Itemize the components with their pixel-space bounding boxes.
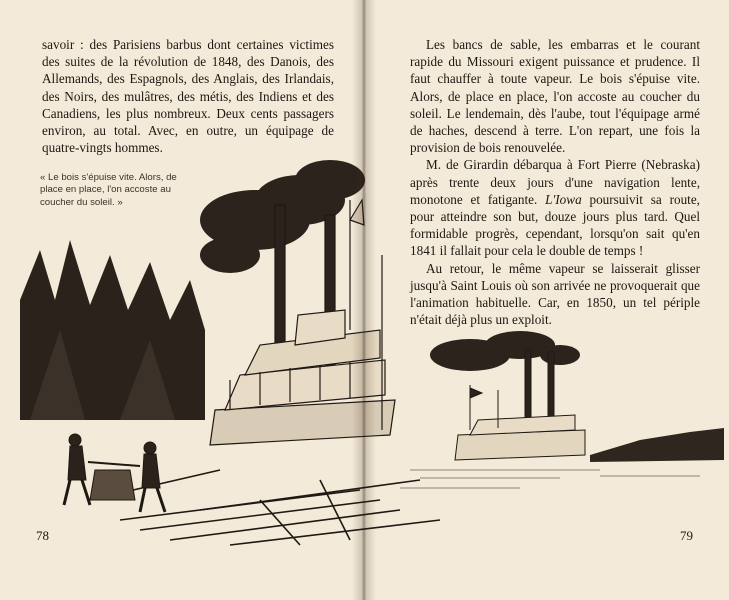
paragraph-2-start: M. de Girardin débarqua à Fort Pierre (Nebraska) après trente deux jours d'une navigation lente, monotone et fatigante. <box>410 157 700 207</box>
page-number-right: 79 <box>680 528 693 543</box>
right-page-text <box>410 36 700 328</box>
left-paragraph: savoir : des Parisiens barbus dont certaines victimes des suites de la révolution de 1848, des Danois, des Allemands, des Espagnols, des Anglais, des Irlandais, des Noirs, des mulâtres, des métis, des Indiens et des Canadiens, les plus nombreux. Deux cents passagers environ, au total. Avec, en outre, un équipage de quatre-vingts hommes. <box>42 37 334 156</box>
right-paragraph-1: Les bancs de sable, les embarras et le courant rapide du Missouri exigent puissance et prudence. Il faut chauffer à toute vapeur. Le bois s'épuise vite. Alors, de place en place, l'on accoste au coucher du soleil. Le lendemain, dès l'aube, tout l'équipage armé de haches, descend à terre. L'on repart, une fois la provision de bois renouvelée. <box>410 37 700 156</box>
boat-name-iowa: L'Iowa <box>545 191 582 207</box>
page-number-left: 78 <box>36 528 49 543</box>
paragraph-2-end: poursuivit sa route, pour atteindre son but, douze jours plus tard. Quel formidable progrès, cependant, lorsqu'on sait qu'en 1841 il fallait pour cela le double de temps ! <box>410 191 700 259</box>
illustration-caption: « Le bois s'épuise vite. Alors, de place en place, l'on accoste au coucher du soleil. » <box>40 172 177 208</box>
left-page-text <box>42 36 334 156</box>
right-paragraph-2 <box>410 156 700 259</box>
right-paragraph-3: Au retour, le même vapeur se laisserait glisser jusqu'à Saint Louis où son arrivée ne provoquerait que l'animation habituelle. Car, en 1850, un tel périple n'était déjà plus un exploit. <box>410 260 700 328</box>
